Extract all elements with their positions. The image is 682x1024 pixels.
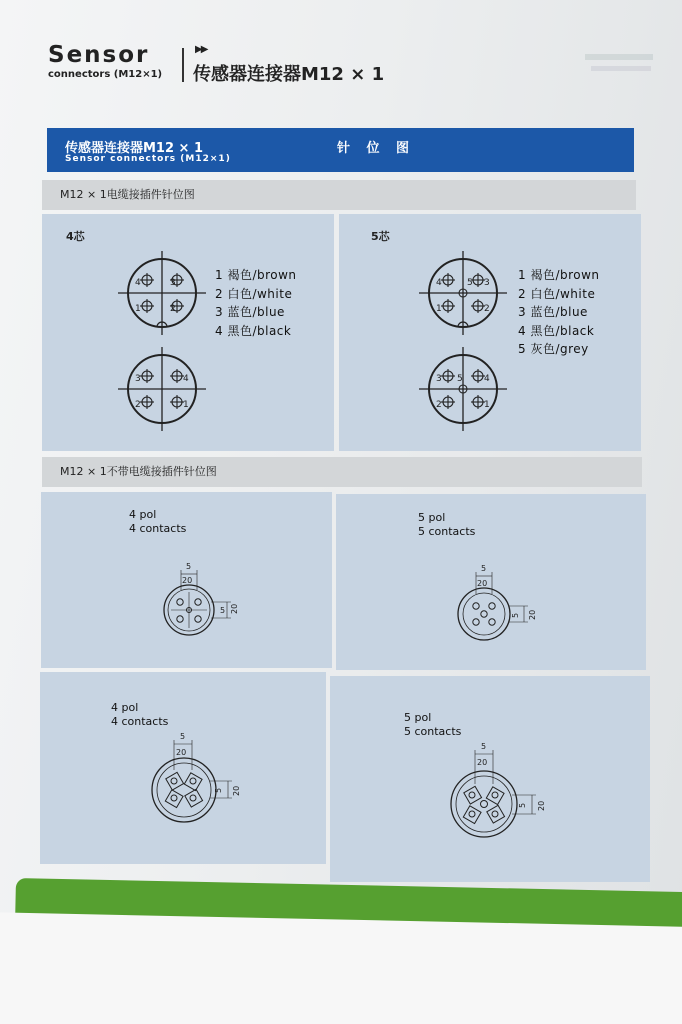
section-cable-connectors [42, 180, 636, 210]
pin-label: 2 [484, 304, 490, 314]
pin-label: 5 [457, 374, 463, 384]
pin-label: 4 [135, 278, 141, 288]
pinout-diagram-5pin-male [418, 248, 508, 338]
dimension-label: 20 [182, 576, 193, 585]
legend-item: 2 白色/white [215, 286, 293, 301]
plug-drawing-4pol [146, 730, 246, 826]
pin-label: 5 [467, 278, 473, 288]
section-label: M12 × 1电缆接插件针位图 [60, 188, 195, 201]
legend-item: 4 黑色/black [518, 323, 595, 338]
pin-label: 3 [135, 374, 141, 384]
pin-label: 1 [484, 400, 490, 410]
wire-color-legend [518, 266, 600, 359]
double-arrow-icon: ▶▶ [195, 44, 207, 55]
pin-label: 2 [436, 400, 442, 410]
pol-label: 5 pol [418, 511, 446, 524]
pin-label: 1 [436, 304, 442, 314]
legend-item: 5 灰色/grey [518, 342, 589, 356]
pin-label: 2 [135, 400, 141, 410]
dimension-label: 5 [214, 787, 223, 793]
header-title-en: Sensor [48, 42, 150, 68]
pol-label: 4 pol [129, 508, 157, 521]
page-header [48, 42, 162, 80]
pole-count [129, 508, 186, 536]
pol-label: 4 pol [111, 701, 139, 714]
bar-title-cn: 传感器连接器M12 × 1 [65, 141, 204, 156]
panel-5pol-b [336, 494, 646, 670]
faint-background-text [585, 52, 655, 76]
legend-item: 1 褐色/brown [215, 268, 297, 282]
pinout-diagram-5pin-female [418, 344, 508, 434]
header-subtitle-en: connectors (M12×1) [48, 69, 163, 80]
pin-label: 3 [436, 374, 442, 384]
dimension-label: 20 [477, 579, 488, 588]
pole-count [404, 711, 461, 739]
pin-label: 4 [436, 278, 442, 288]
pinout-diagram-4pin-female [117, 344, 207, 434]
header-divider [182, 48, 184, 82]
panel-5-core [339, 214, 641, 451]
pole-count [418, 511, 475, 539]
contacts-label: 4 contacts [111, 715, 169, 728]
contacts-label: 5 contacts [404, 725, 462, 738]
dimension-label: 20 [477, 758, 488, 767]
header-title-cn: 传感器连接器M12 × 1 [193, 64, 385, 85]
section-title-bar [47, 128, 634, 172]
contacts-label: 5 contacts [418, 525, 476, 538]
dimension-label: 20 [176, 748, 187, 757]
dimension-label: 20 [232, 785, 241, 796]
dimension-label: 5 [481, 742, 487, 751]
dimension-label: 20 [230, 603, 239, 614]
legend-item: 4 黑色/black [215, 323, 292, 338]
plug-drawing-5pol [444, 740, 550, 840]
pol-label: 5 pol [404, 711, 432, 724]
pinout-diagram-4pin-male [117, 248, 207, 338]
pin-label: 3 [484, 278, 490, 288]
section-label: M12 × 1不带电缆接插件针位图 [60, 465, 217, 478]
wire-color-legend [215, 266, 297, 340]
contacts-label: 4 contacts [129, 522, 187, 535]
receptacle-drawing-4pol [151, 562, 251, 642]
bar-title-en: Sensor connectors (M12×1) [65, 154, 231, 164]
receptacle-drawing-5pol [448, 562, 548, 646]
panel-label: 4芯 [66, 230, 85, 243]
dimension-label: 20 [528, 609, 537, 620]
pin-label: 2 [170, 304, 176, 314]
panel-4-core [42, 214, 334, 451]
pin-label: 3 [170, 278, 176, 288]
section-connectors-without-cable [42, 457, 642, 487]
bar-pin-layout-label: 针 位 图 [337, 141, 416, 156]
panel-label: 5芯 [371, 230, 390, 243]
pin-label: 4 [484, 374, 490, 384]
panel-5pol-d [330, 676, 650, 882]
panel-4pol-a [41, 492, 332, 668]
foreground-paper-sheet [0, 912, 682, 1024]
pin-label: 1 [135, 304, 141, 314]
legend-item: 1 褐色/brown [518, 268, 600, 282]
pin-label: 4 [183, 374, 189, 384]
dimension-label: 5 [180, 732, 186, 741]
dimension-label: 5 [518, 802, 527, 808]
dimension-label: 5 [220, 606, 226, 615]
dimension-label: 20 [537, 800, 546, 811]
legend-item: 2 白色/white [518, 286, 596, 301]
legend-item: 3 蓝色/blue [518, 305, 588, 319]
panel-4pol-c [40, 672, 326, 864]
dimension-label: 5 [186, 562, 192, 571]
dimension-label: 5 [481, 564, 487, 573]
pin-label: 1 [183, 400, 189, 410]
legend-item: 3 蓝色/blue [215, 305, 285, 319]
dimension-label: 5 [511, 612, 520, 618]
pole-count [111, 701, 168, 729]
